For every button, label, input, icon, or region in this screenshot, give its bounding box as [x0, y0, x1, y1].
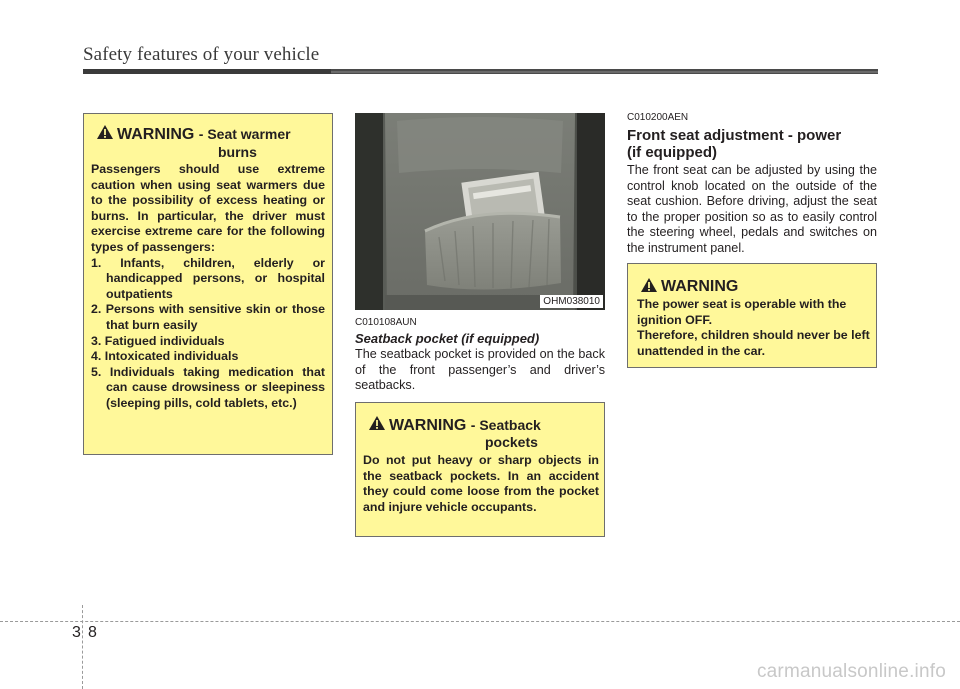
section-code: C010200AEN: [627, 112, 689, 123]
warning-intro: Passengers should use extreme caution when using seat warmers due to the possibility of excess heating or burns. In particular, the driver must exercise extreme care for the following types of passengers:: [91, 162, 325, 254]
seatback-pocket-illustration: [355, 113, 605, 310]
header-title: Safety features of your vehicle: [83, 44, 320, 65]
section-title: Front seat adjustment - power (if equipped): [627, 127, 842, 161]
warning-seat-warmer-box: [83, 113, 333, 455]
list-item: 3. Fatigued individuals: [91, 333, 225, 348]
warning-subtitle: - Seatback: [470, 417, 541, 433]
section-text: The front seat can be adjusted by using the control knob located on the outside of the seat cushion. Before driving, adjust the seat to the proper position so as to easily control the steering wheel, pedals and switches on the instrument panel.: [627, 163, 877, 255]
warning-subtitle-cont: pockets: [485, 434, 538, 450]
list-item: 4. Intoxicated individuals: [91, 349, 239, 364]
section-text: The seatback pocket is provided on the back of the front passenger’s and driver’s seatbacks.: [355, 347, 605, 393]
warning-text: Do not put heavy or sharp objects in the seatback pockets. In an accident they could come loose from the pocket and injure vehicle occupants.: [363, 453, 599, 514]
warning-subtitle: - Seat warmer: [198, 126, 291, 142]
warning-triangle-icon: [368, 415, 386, 431]
list-item: 2. Persons with sensitive skin or those that burn easily: [91, 302, 325, 332]
page-section-number: 3: [72, 624, 81, 641]
warning-triangle-icon: [96, 124, 114, 140]
footer-rule: [0, 621, 960, 622]
section-title: Seatback pocket (if equipped): [355, 331, 540, 346]
warning-seatback-pockets-box: [355, 402, 605, 537]
warning-text: The power seat is operable with the ignition OFF.: [637, 297, 847, 327]
photo-code: OHM038010: [540, 295, 603, 308]
warning-list: [91, 256, 325, 412]
warning-label: WARNING: [661, 278, 739, 295]
list-item: 5. Individuals taking medication that can cause drowsiness or sleepiness (sleeping pills, cold tablets, etc.): [91, 364, 325, 410]
seatback-pocket-photo: [355, 113, 605, 310]
warning-text: Therefore, children should never be left unattended in the car.: [637, 328, 870, 358]
warning-label: WARNING: [389, 417, 467, 434]
warning-subtitle-cont: burns: [218, 144, 257, 160]
list-item: 1. Infants, children, elderly or handicapped persons, or hospital outpatients: [91, 255, 325, 301]
section-code: C010108AUN: [355, 317, 417, 328]
footer-divider: [82, 605, 83, 689]
warning-label: WARNING: [117, 126, 195, 143]
watermark: carmanualsonline.info: [756, 661, 946, 682]
page-number: 8: [88, 624, 97, 641]
header-rule: [83, 69, 878, 74]
warning-triangle-icon: [640, 277, 658, 293]
warning-power-seat-box: [627, 263, 877, 368]
